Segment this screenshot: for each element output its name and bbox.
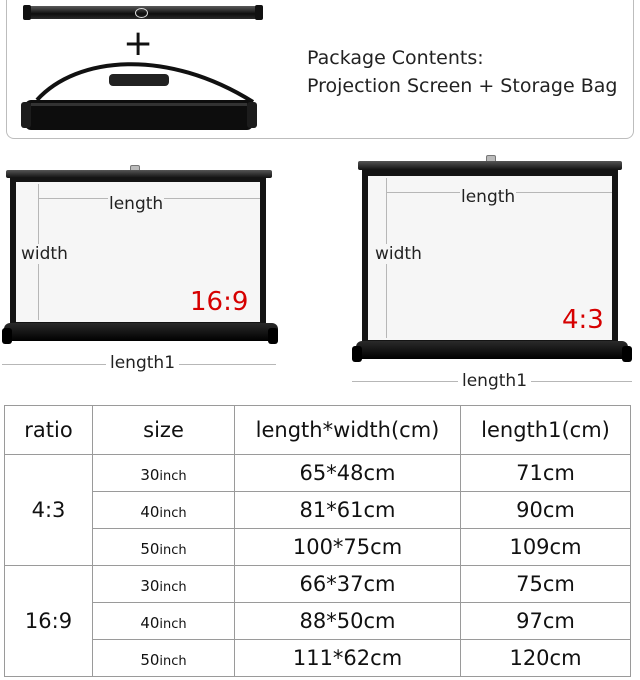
table-row (5, 492, 631, 529)
screen-foot-right (622, 346, 632, 362)
size-spec-table (4, 405, 631, 677)
size-number: 40 (140, 503, 160, 521)
size-cell (93, 603, 235, 640)
size-number: 50 (140, 540, 160, 558)
screen-foot-left (352, 346, 362, 362)
size-unit: inch (159, 543, 187, 558)
tube-knob (135, 8, 148, 18)
dimensions-cell: 66*37cm (235, 566, 461, 603)
size-cell (93, 640, 235, 677)
table-row (5, 603, 631, 640)
screen-top-bar (6, 170, 272, 178)
ratio-label-4-3: 4:3 (562, 305, 604, 335)
size-number: 40 (140, 614, 160, 632)
screen-top-bar (358, 161, 622, 170)
screen-base (356, 341, 628, 359)
size-cell (93, 566, 235, 603)
header-length1: length1(cm) (461, 406, 631, 455)
length1-cell: 71cm (461, 455, 631, 492)
length1-cell: 97cm (461, 603, 631, 640)
table-row (5, 566, 631, 603)
dimensions-cell: 81*61cm (235, 492, 461, 529)
package-heading: Package Contents: (307, 47, 484, 69)
size-number: 30 (140, 466, 160, 484)
header-dimensions: length*width(cm) (235, 406, 461, 455)
dimensions-cell: 100*75cm (235, 529, 461, 566)
length-label: length (461, 187, 516, 207)
length1-cell: 109cm (461, 529, 631, 566)
length1-cell: 75cm (461, 566, 631, 603)
header-size: size (93, 406, 235, 455)
table-row (5, 529, 631, 566)
storage-bag-image (17, 62, 261, 132)
size-number: 30 (140, 577, 160, 595)
ratio-cell: 4:3 (5, 455, 93, 566)
table-row (5, 455, 631, 492)
size-unit: inch (159, 469, 187, 484)
header-ratio: ratio (5, 406, 93, 455)
size-unit: inch (159, 506, 187, 521)
size-number: 50 (140, 651, 160, 669)
size-cell (93, 455, 235, 492)
screen-foot-left (2, 328, 12, 344)
plus-sign: + (123, 23, 154, 64)
length1-label: length1 (106, 353, 179, 373)
screen-foot-right (268, 328, 278, 344)
rolled-screen-tube-image (27, 6, 259, 19)
length-label: length (109, 194, 164, 214)
length1-cell: 120cm (461, 640, 631, 677)
package-contents-text (307, 44, 617, 100)
screen-base (4, 323, 278, 341)
size-unit: inch (159, 580, 187, 595)
table-row (5, 640, 631, 677)
package-items: Projection Screen + Storage Bag (307, 75, 618, 97)
size-cell (93, 492, 235, 529)
size-unit: inch (159, 654, 187, 669)
dimensions-cell: 111*62cm (235, 640, 461, 677)
size-cell (93, 529, 235, 566)
table-header-row (5, 406, 631, 455)
width-label: width (21, 244, 68, 264)
size-unit: inch (159, 617, 187, 632)
dimensions-cell: 65*48cm (235, 455, 461, 492)
ratio-cell: 16:9 (5, 566, 93, 677)
length1-cell: 90cm (461, 492, 631, 529)
ratio-label-16-9: 16:9 (190, 287, 249, 317)
package-contents-panel (6, 0, 634, 139)
dimensions-cell: 88*50cm (235, 603, 461, 640)
tube-end-cap-left (23, 5, 31, 20)
width-label: width (375, 244, 422, 264)
tube-end-cap-right (255, 5, 263, 20)
length1-label: length1 (458, 371, 531, 391)
